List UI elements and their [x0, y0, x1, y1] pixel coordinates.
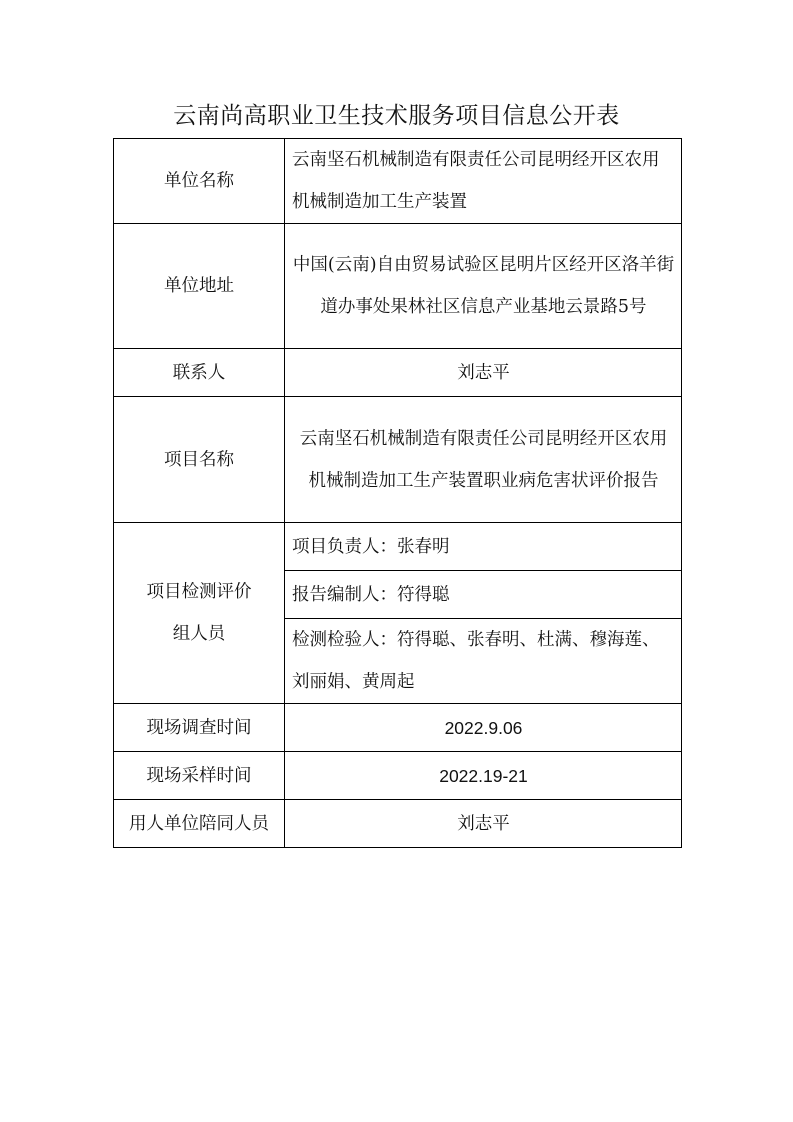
survey-time-value: 2022.9.06	[285, 704, 682, 752]
project-name-label: 项目名称	[114, 397, 285, 523]
unit-name-label: 单位名称	[114, 139, 285, 224]
unit-address-value: 中国(云南)自由贸易试验区昆明片区经开区洛羊街道办事处果林社区信息产业基地云景路5号	[285, 224, 682, 349]
unit-name-value: 云南坚石机械制造有限责任公司昆明经开区农用机械制造加工生产装置	[285, 139, 682, 224]
info-table	[113, 138, 682, 848]
contact-label: 联系人	[114, 349, 285, 397]
escort-value: 刘志平	[285, 800, 682, 848]
sampling-time-label: 现场采样时间	[114, 752, 285, 800]
escort-label: 用人单位陪同人员	[114, 800, 285, 848]
contact-value: 刘志平	[285, 349, 682, 397]
team-author-value: 报告编制人：符得聪	[285, 571, 682, 619]
project-name-value: 云南坚石机械制造有限责任公司昆明经开区农用机械制造加工生产装置职业病危害状评价报告	[285, 397, 682, 523]
table-row-team-leader	[114, 523, 682, 571]
table-row-escort	[114, 800, 682, 848]
table-row-survey-time	[114, 704, 682, 752]
table-row-unit-name	[114, 139, 682, 224]
team-label-line2: 组人员	[172, 624, 226, 644]
sampling-time-value: 2022.19-21	[285, 752, 682, 800]
team-inspectors-value: 检测检验人：符得聪、张春明、杜满、穆海莲、刘丽娟、黄周起	[285, 619, 682, 704]
table-row-unit-address	[114, 224, 682, 349]
team-label	[114, 523, 285, 704]
team-leader-value: 项目负责人：张春明	[285, 523, 682, 571]
survey-time-label: 现场调查时间	[114, 704, 285, 752]
unit-address-label: 单位地址	[114, 224, 285, 349]
table-row-contact	[114, 349, 682, 397]
table-row-sampling-time	[114, 752, 682, 800]
page-title: 云南尚高职业卫生技术服务项目信息公开表	[173, 103, 620, 129]
table-row-project-name	[114, 397, 682, 523]
team-label-line1: 项目检测评价	[146, 582, 252, 602]
